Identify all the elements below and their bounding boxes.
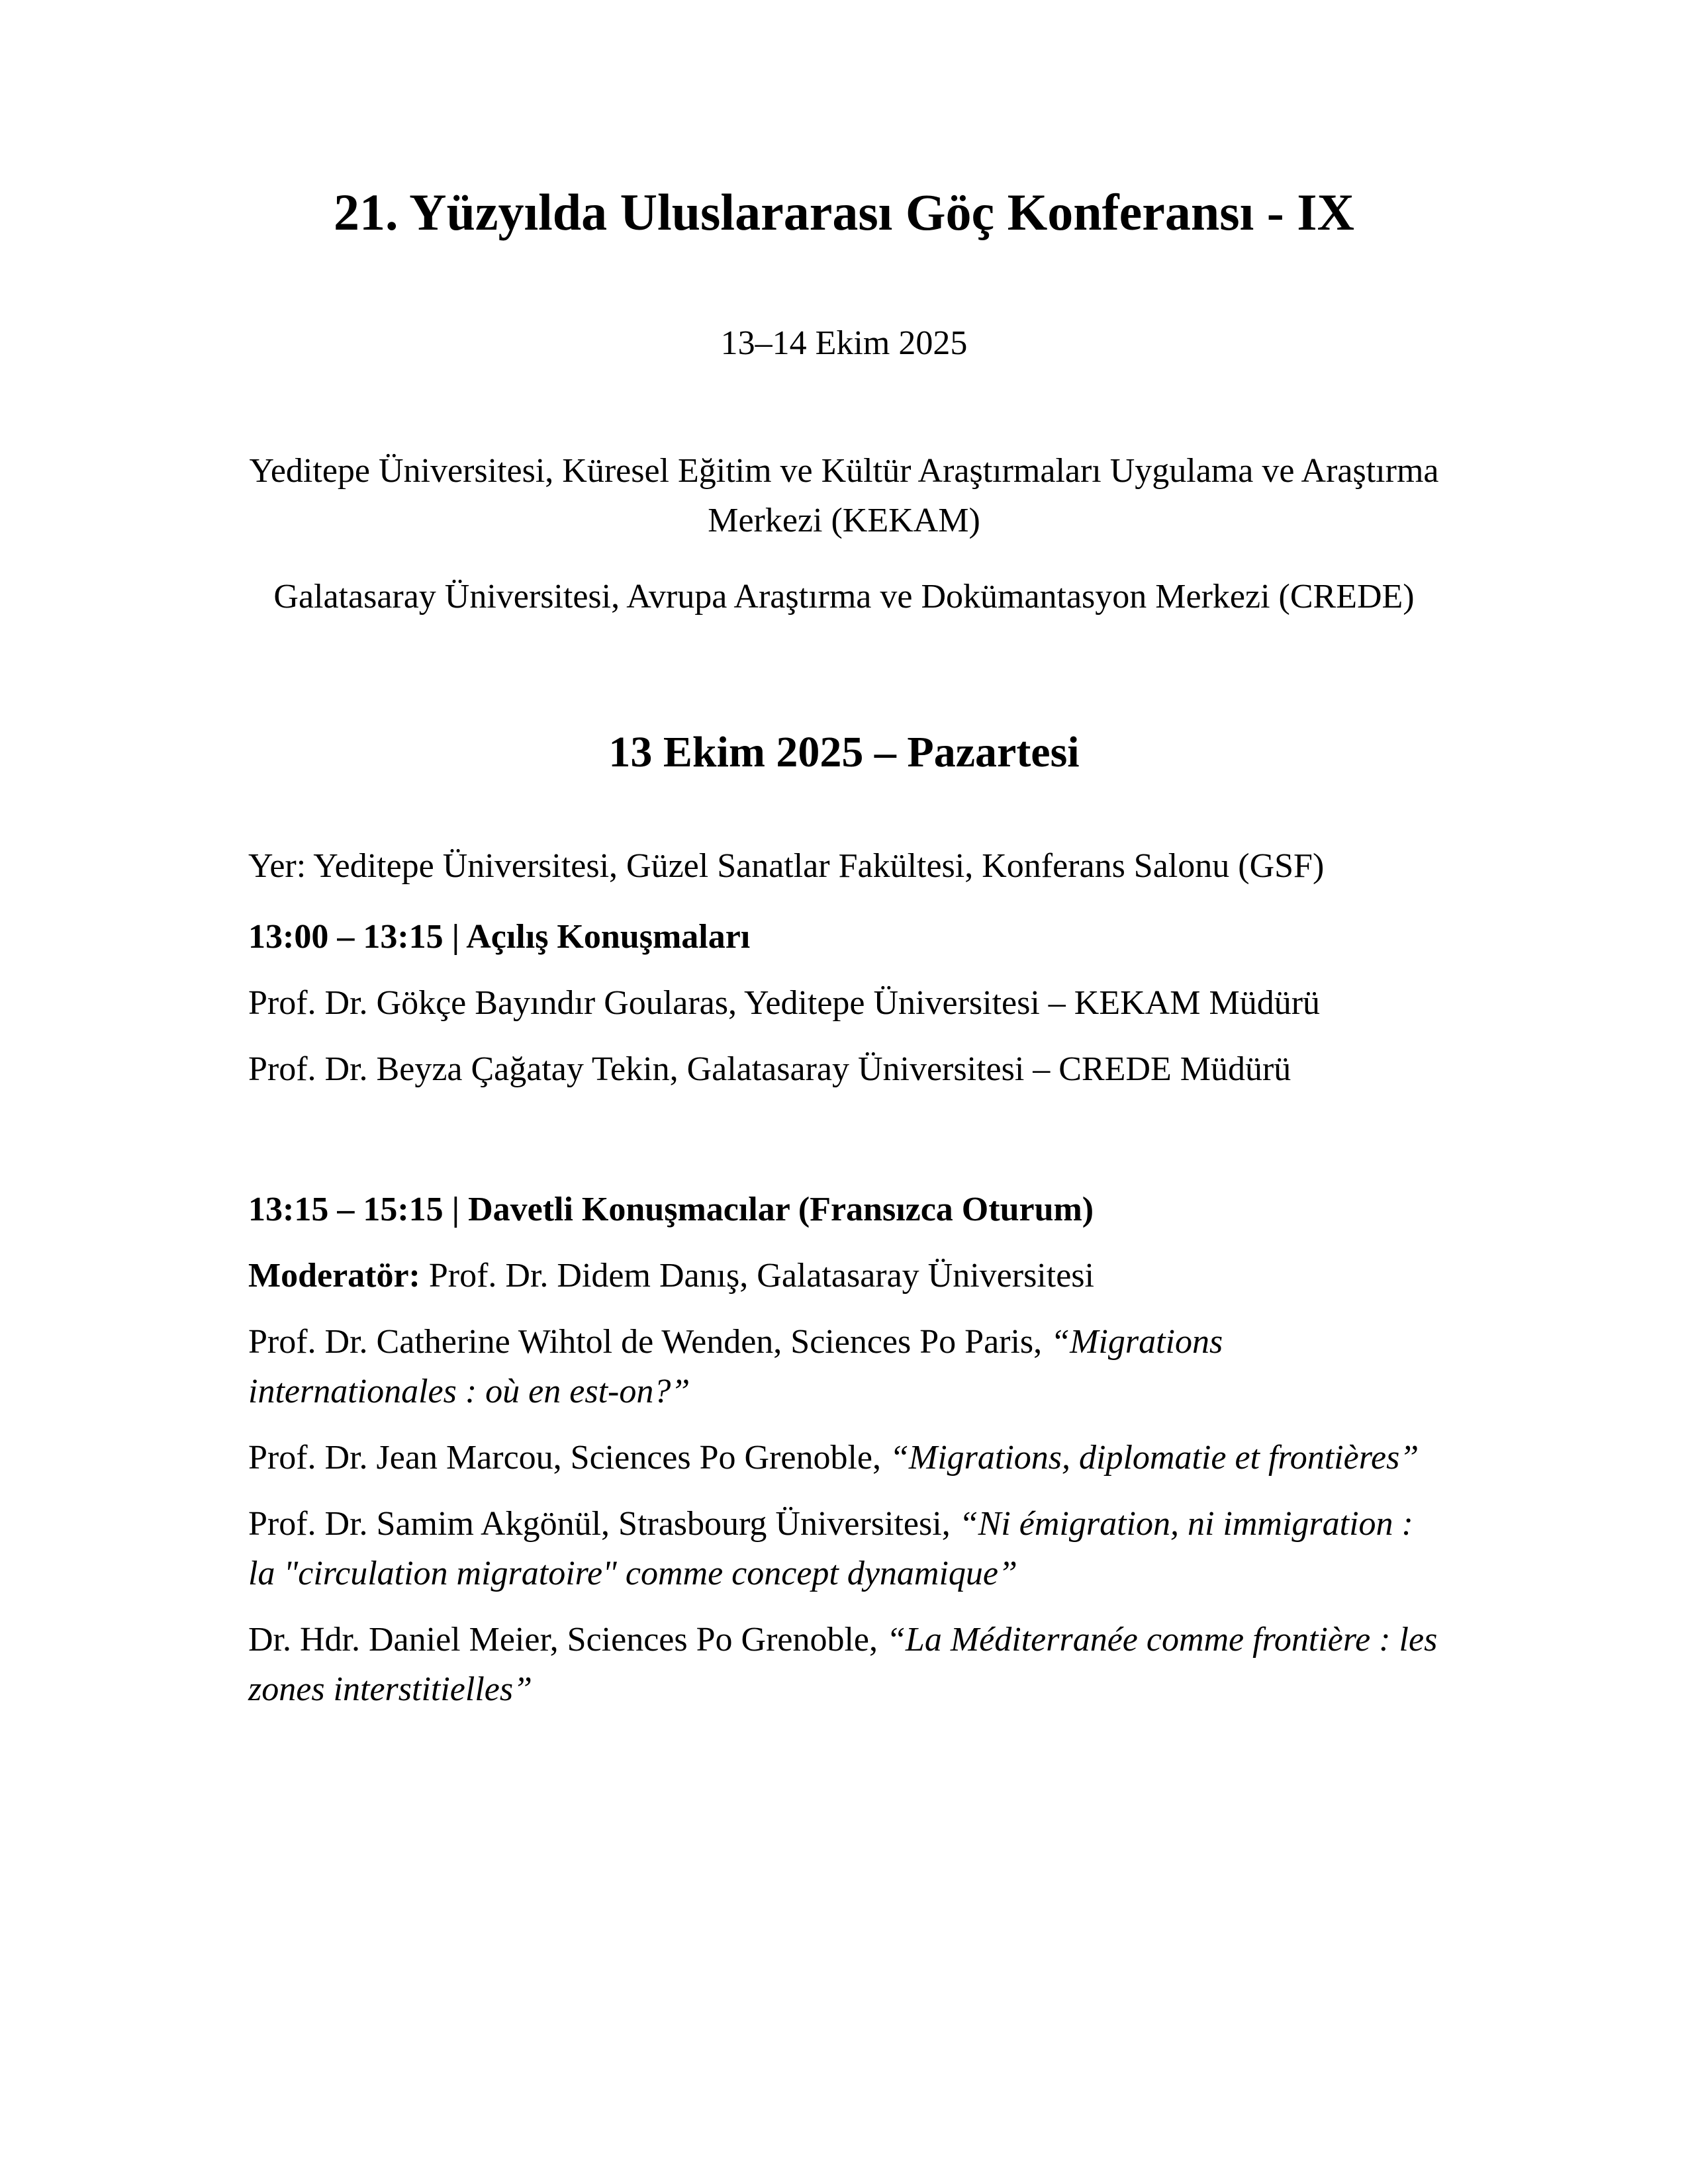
talk-title: “La Méditerranée comme frontière : les zones interstitielles” [248, 1621, 1438, 1708]
speaker-line: Prof. Dr. Beyza Çağatay Tekin, Galatasaray Üniversitesi – CREDE Müdürü [248, 1050, 1291, 1088]
venue-line: Yer: Yeditepe Üniversitesi, Güzel Sanatlar Fakültesi, Konferans Salonu (GSF) [248, 847, 1325, 885]
talk-line [248, 1433, 1440, 1482]
talk-line [248, 1317, 1440, 1416]
talk-speaker: Prof. Dr. Catherine Wihtol de Wenden, Sciences Po Paris, [248, 1323, 1051, 1361]
talk-speaker: Prof. Dr. Samim Akgönül, Strasbourg Üniversitesi, [248, 1505, 959, 1543]
date-range: 13–14 Ekim 2025 [720, 324, 968, 362]
organizer-line-crede: Galatasaray Üniversitesi, Avrupa Araştırma ve Dokümantasyon Merkezi (CREDE) [273, 578, 1415, 615]
day-heading: 13 Ekim 2025 – Pazartesi [608, 728, 1080, 776]
talk-speaker: Dr. Hdr. Daniel Meier, Sciences Po Grenoble, [248, 1621, 887, 1659]
organizer-line-kekam: Yeditepe Üniversitesi, Küresel Eğitim ve Kültür Araştırmaları Uygulama ve Araştırma Merkezi (KEKAM) [249, 452, 1439, 539]
talk-line [248, 1615, 1440, 1714]
talk-title: “Ni émigration, ni immigration : la "circulation migratoire" comme concept dynamique” [248, 1505, 1413, 1592]
session-header-opening: 13:00 – 13:15 | Açılış Konuşmaları [248, 918, 751, 956]
moderator-label: Moderatör: [248, 1257, 420, 1295]
document-title: 21. Yüzyılda Uluslararası Göç Konferansı - IX [334, 183, 1354, 241]
moderator-line [248, 1251, 1440, 1300]
talk-title: “Migrations internationales : où en est-on?” [248, 1323, 1223, 1410]
talk-title: “Migrations, diplomatie et frontières” [889, 1439, 1419, 1477]
moderator-name: Prof. Dr. Didem Danış, Galatasaray Üniversitesi [420, 1257, 1094, 1295]
talk-speaker: Prof. Dr. Jean Marcou, Sciences Po Grenoble, [248, 1439, 890, 1477]
talk-line [248, 1499, 1440, 1598]
session-header-invited: 13:15 – 15:15 | Davetli Konuşmacılar (Fransızca Oturum) [248, 1191, 1094, 1228]
speaker-line: Prof. Dr. Gökçe Bayındır Goularas, Yeditepe Üniversitesi – KEKAM Müdürü [248, 984, 1321, 1022]
